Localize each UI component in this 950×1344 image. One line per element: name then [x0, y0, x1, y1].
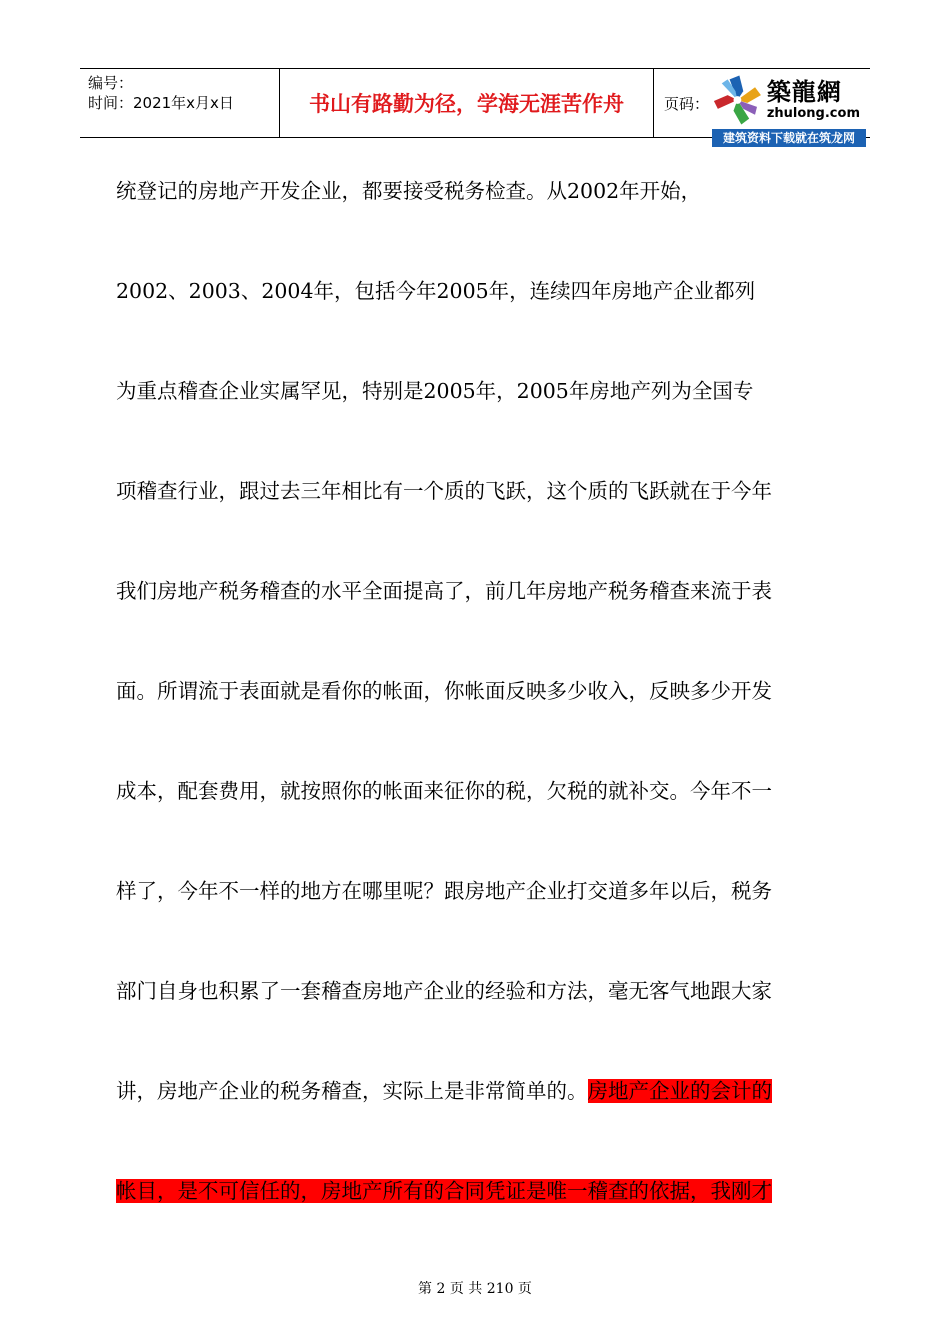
body-line: 面。所谓流于表面就是看你的帐面，你帐面反映多少收入，反映多少开发	[116, 679, 772, 703]
page-footer: 第 2 页 共 210 页	[418, 1281, 532, 1297]
body-line-highlighted	[116, 1168, 832, 1268]
date-label: 时间：2021年x月x日	[88, 94, 234, 112]
logo-pinwheel-icon	[710, 73, 765, 127]
header-motto: 书山有路勤为径，学海无涯苦作舟	[280, 69, 654, 137]
body-line: 项稽查行业，跟过去三年相比有一个质的飞跃，这个质的飞跃就在于今年	[116, 479, 772, 503]
body-line: 为重点稽查企业实属罕见，特别是2005年，2005年房地产列为全国专	[116, 379, 754, 403]
body-line: 2002、2003、2004年，包括今年2005年，连续四年房地产企业都列	[116, 279, 756, 303]
header-meta-cell	[80, 69, 280, 137]
body-line: 我们房地产税务稽查的水平全面提高了，前几年房地产税务稽查来流于表	[116, 579, 772, 603]
header-page-cell	[654, 69, 870, 145]
logo-domain: zhulong.com	[766, 106, 860, 121]
document-header	[80, 68, 870, 145]
logo-tagline: 建筑资料下载就在筑龙网	[712, 129, 866, 147]
body-line: 部门自身也积累了一套稽查房地产企业的经验和方法，毫无客气地跟大家	[116, 979, 772, 1003]
highlighted-text: 房地产企业的会计的	[587, 1079, 772, 1103]
serial-number-label: 编号：	[88, 74, 134, 92]
body-text	[116, 168, 832, 1268]
body-line: 统登记的房地产开发企业，都要接受税务检查。从2002年开始，	[116, 179, 702, 203]
body-line: 样了，今年不一样的地方在哪里呢？跟房地产企业打交道多年以后，税务	[116, 879, 772, 903]
zhulong-logo[interactable]	[710, 73, 860, 151]
body-line-mixed	[116, 1068, 832, 1168]
highlighted-text: 帐目，是不可信任的，房地产所有的合同凭证是唯一稽查的依据，我刚才	[116, 1179, 772, 1203]
body-line-plain-part: 讲，房地产企业的税务稽查，实际上是非常简单的。	[116, 1079, 588, 1103]
page-number-label: 页码：	[664, 94, 710, 113]
logo-chinese-name: 築龍網	[766, 77, 842, 106]
body-line: 成本，配套费用，就按照你的帐面来征你的税，欠税的就补交。今年不一	[116, 779, 772, 803]
